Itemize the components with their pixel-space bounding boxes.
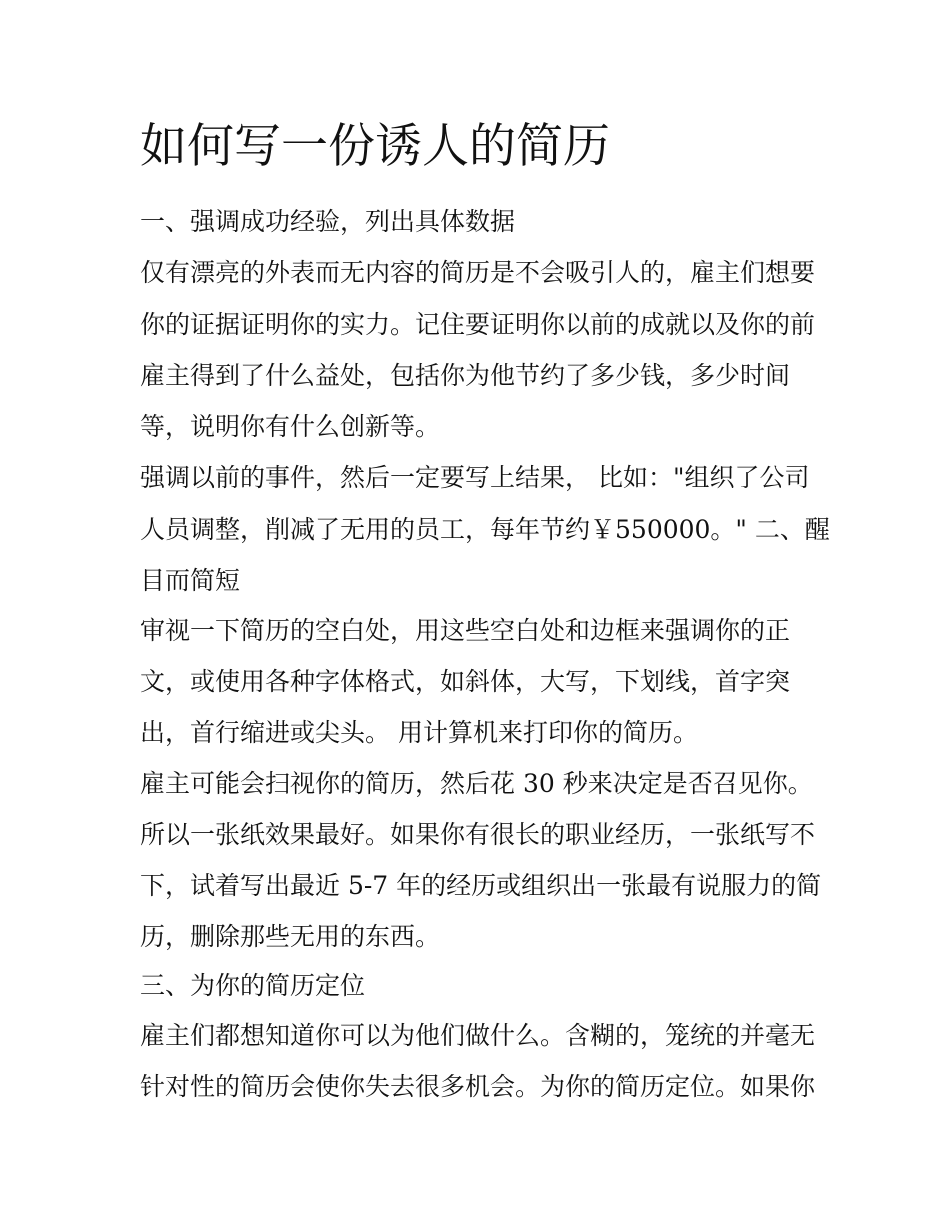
body-line: 等，说明你有什么创新等。 [140, 412, 441, 441]
body-line: 目而简短 [140, 566, 241, 595]
body-line: 雇主得到了什么益处，包括你为他节约了多少钱，多少时间 [140, 361, 791, 390]
body-line: 历，删除那些无用的东西。 [140, 922, 441, 951]
section-heading-1: 一、强调成功经验，列出具体数据 [140, 207, 516, 236]
section-heading-3: 三、为你的简历定位 [140, 971, 366, 1000]
body-line: 所以一张纸效果最好。如果你有很长的职业经历，一张纸写不 [140, 820, 816, 849]
body-line: 审视一下简历的空白处，用这些空白处和边框来强调你的正 [140, 616, 791, 645]
body-line: 针对性的简历会使你失去很多机会。为你的简历定位。如果你 [140, 1072, 816, 1101]
body-line: 雇主可能会扫视你的简历，然后花 30 秒来决定是否召见你。 [140, 769, 813, 798]
body-line: 仅有漂亮的外表而无内容的简历是不会吸引人的，雇主们想要 [140, 258, 816, 287]
body-line: 文，或使用各种字体格式，如斜体，大写，下划线，首字突 [140, 667, 791, 696]
body-line: 人员调整，削减了无用的员工，每年节约￥550000。" 二、醒 [140, 515, 830, 544]
body-line: 雇主们都想知道你可以为他们做什么。含糊的，笼统的并毫无 [140, 1021, 816, 1050]
body-line: 你的证据证明你的实力。记住要证明你以前的成就以及你的前 [140, 310, 816, 339]
body-line: 强调以前的事件，然后一定要写上结果， 比如："组织了公司 [140, 463, 810, 492]
body-line: 出，首行缩进或尖头。 用计算机来打印你的简历。 [140, 718, 698, 747]
body-line: 下，试着写出最近 5-7 年的经历或组织出一张最有说服力的简 [140, 871, 822, 900]
document-title: 如何写一份诱人的简历 [140, 119, 610, 174]
